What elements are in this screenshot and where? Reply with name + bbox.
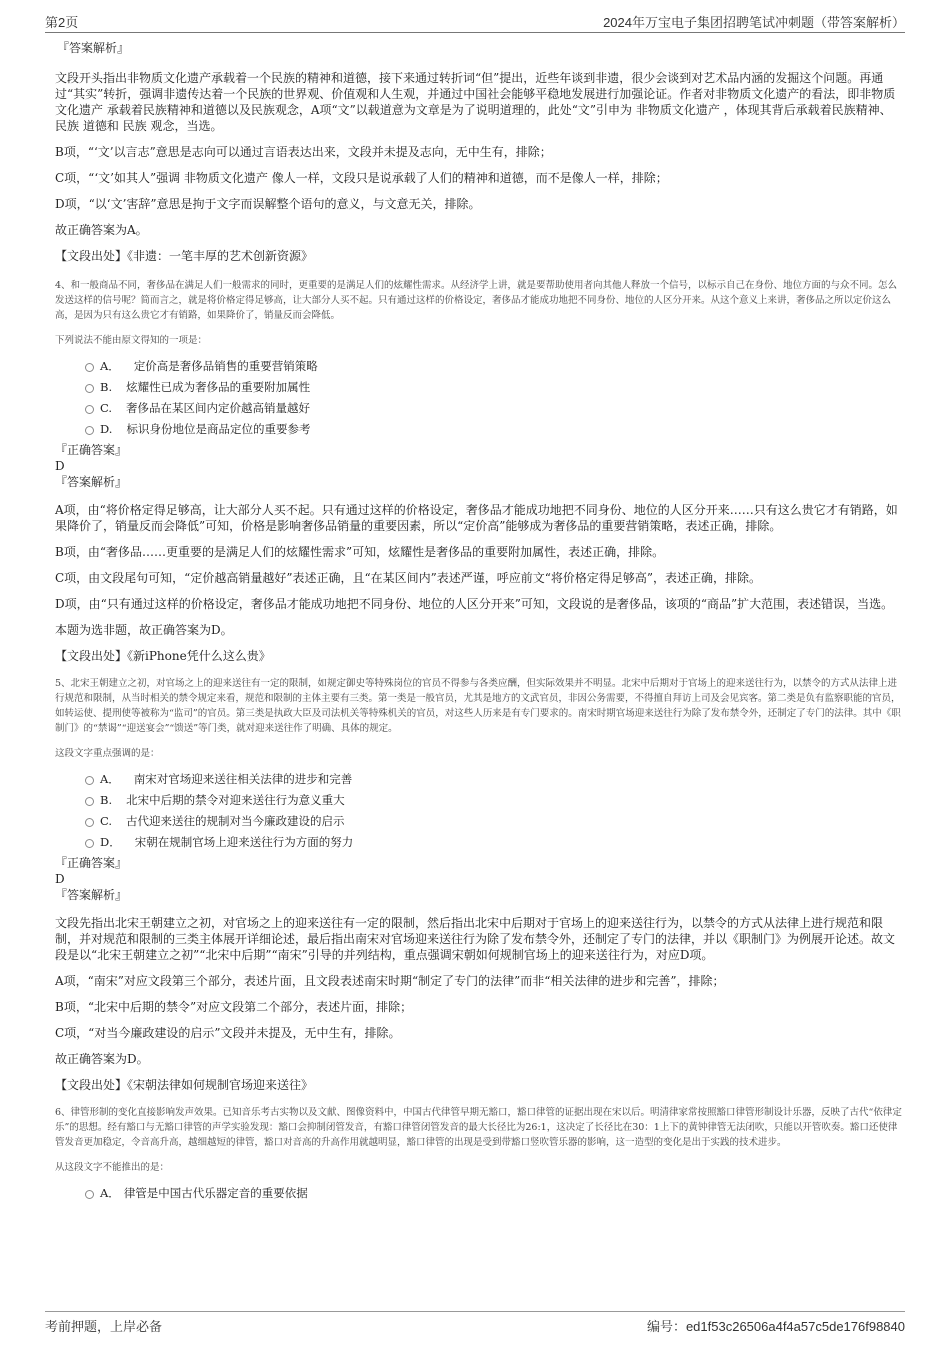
q4-prompt: 下列说法不能由原文得知的一项是： — [55, 335, 208, 346]
analysis-tag: 『答案解析』 — [55, 475, 128, 489]
q4-option-b[interactable]: B. 炫耀性已成为奢侈品的重要附加属性 — [85, 377, 905, 398]
q3-conclusion: 故正确答案为A。 — [55, 223, 148, 237]
q5-option-c[interactable]: C. 古代迎来送往的规制对当今廉政建设的启示 — [85, 811, 905, 832]
q5-conclusion: 故正确答案为D。 — [55, 1052, 149, 1066]
q5-source: 【文段出处】《宋朝法律如何规制官场迎来送往》 — [55, 1078, 314, 1092]
q5-analysis-c: C项，“对当今廉政建设的启示”文段并未提及，无中生有，排除。 — [55, 1026, 401, 1040]
q5-answer: D — [55, 872, 65, 886]
radio-icon[interactable] — [85, 797, 94, 806]
document-id: 编号：ed1f53c26506a4f4a57c5de176f98840 — [646, 1319, 905, 1334]
q3-analysis-b: B项，“‘文’以言志”意思是志向可以通过言语表达出来，文段并未提及志向，无中生有，排除； — [55, 145, 552, 159]
radio-icon[interactable] — [85, 363, 94, 372]
q3-analysis-c: C项，“‘文’如其人”强调 非物质文化遗产 像人一样，文段只是说承载了人们的精神和道德，而不是像人一样，排除； — [55, 171, 668, 185]
analysis-tag: 『答案解析』 — [57, 41, 130, 55]
page-header — [45, 10, 905, 33]
q4-analysis-a: A项，由“将价格定得足够高，让大部分人买不起。只有通过这样的价格设定，奢侈品才能成功地把不同身份、地位的人区分开来……只有这么贵它才有销路，如果降价了，销量反而会降低”可知，价格是影响奢侈品销量的重要因素，所以“定价高”能够成为奢侈品的重要营销策略，表述正确，排除。 — [55, 503, 898, 533]
q4-source: 【文段出处】《新iPhone凭什么这么贵》 — [55, 649, 271, 663]
q4-answer: D — [55, 459, 65, 473]
q3-analysis-d: D项，“以‘文’害辞”意思是拘于文字而误解整个语句的意义，与文意无关，排除。 — [55, 197, 481, 211]
radio-icon[interactable] — [85, 426, 94, 435]
radio-icon[interactable] — [85, 839, 94, 848]
q4-conclusion: 本题为选非题，故正确答案为D。 — [55, 623, 233, 637]
q5-analysis: 文段先指出北宋王朝建立之初，对官场之上的迎来送往有一定的限制，然后指出北宋中后期对于官场上的迎来送往行为，以禁令的方式从法律上进行规范和限制，并对规范和限制的三类主体展开详细论述，最后指出南宋对官场迎来送往行为除了发布禁令外，还制定了专门的法律，并以《职制门》为例展开论述。故文段是以“北宋王朝建立之初”“北宋中后期”“南宋”引导的并列结构，重点强调宋朝如何规制官场上的迎来送往行为，对应D项。 — [55, 916, 896, 962]
q5-option-d[interactable]: D． 宋朝在规制官场上迎来送往行为方面的努力 — [85, 832, 905, 853]
correct-tag: 『正确答案』 — [55, 856, 128, 870]
page-content — [55, 40, 905, 1204]
q5-option-b[interactable]: B. 北宋中后期的禁令对迎来送往行为意义重大 — [85, 790, 905, 811]
q4-options — [85, 356, 905, 440]
q5-analysis-b: B项，“北宋中后期的禁令”对应文段第二个部分，表述片面，排除； — [55, 1000, 413, 1014]
q4-option-c[interactable]: C. 奢侈品在某区间内定价越高销量越好 — [85, 398, 905, 419]
q5-prompt: 这段文字重点强调的是： — [55, 748, 160, 759]
q5-analysis-a: A项，“南宋”对应文段第三个部分，表述片面，且文段表述南宋时期“制定了专门的法律”而非“相关法律的进步和完善”，排除； — [55, 974, 725, 988]
q4-analysis-c: C项，由文段尾句可知，“定价越高销量越好”表述正确，且“在某区间内”表述严谨，呼应前文“将价格定得足够高”，表述正确，排除。 — [55, 571, 761, 585]
footer-slogan: 考前押题，上岸必备 — [45, 1319, 163, 1334]
radio-icon[interactable] — [85, 818, 94, 827]
page-number: 第2页 — [45, 15, 79, 30]
radio-icon[interactable] — [85, 1190, 94, 1199]
document-title: 2024年万宝电子集团招聘笔试冲刺题（带答案解析） — [603, 15, 905, 30]
q6-prompt: 从这段文字不能推出的是： — [55, 1162, 170, 1173]
q4-text: 4、和一般商品不同，奢侈品在满足人们一般需求的同时，更重要的是满足人们的炫耀性需求。从经济学上讲，就是要帮助使用者向其他人释放一个信号，以标示自己在身份、地位方面的与众不同。怎么发送这样的信号呢？简而言之，就是将价格定得足够高，让大部分人买不起。只有通过这样的价格设定，奢侈品才能成功地把不同身份、地位的人区分开来。从这个意义上来讲，奢侈品之所以定价这么高，是因为只有这么贵它才有销路，如果降价了，销量反而会降低。 — [55, 280, 898, 321]
q5-options — [85, 769, 905, 853]
analysis-tag: 『答案解析』 — [55, 888, 128, 902]
radio-icon[interactable] — [85, 405, 94, 414]
page-footer — [45, 1311, 905, 1338]
q6-options — [85, 1183, 905, 1204]
q6-text: 6、律管形制的变化直接影响发声效果。已知音乐考古实物以及文献、图像资料中，中国古代律管早期无豁口，豁口律管的证据出现在宋以后。明清律家常按照豁口律管形制设计乐器，反映了古代“依律定乐”的思想。经有豁口与无豁口律管的声学实验发现：豁口会抑制闭管发音，有豁口律管闭管发音的最大长径比为26:1，这决定了长径比在30：1上下的黄钟律管无法闭吹，只能以开管吹奏。豁口还使律管发音更加稳定，令音高升高，越细越短的律管，豁口对音高的升高作用就越明显，豁口律管的出现是受到带豁口竖吹管乐器的影响，这一造型的变化是出于实践的技术进步。 — [55, 1107, 902, 1148]
correct-tag: 『正确答案』 — [55, 443, 128, 457]
q4-analysis-d: D项，由“只有通过这样的价格设定，奢侈品才能成功地把不同身份、地位的人区分开来”可知，文段说的是奢侈品，该项的“商品”扩大范围，表述错误，当选。 — [55, 597, 894, 611]
q4-option-d[interactable]: D. 标识身份地位是商品定位的重要参考 — [85, 419, 905, 440]
radio-icon[interactable] — [85, 776, 94, 785]
q3-source: 【文段出处】《非遗：一笔丰厚的艺术创新资源》 — [55, 249, 314, 263]
q4-option-a[interactable]: A． 定价高是奢侈品销售的重要营销策略 — [85, 356, 905, 377]
q5-text: 5、北宋王朝建立之初，对官场之上的迎来送往有一定的限制，如规定御史等特殊岗位的官员不得参与各类应酬，但实际效果并不明显。北宋中后期对于官场上的迎来送往行为，以禁令的方式从法律上进行规范和限制，从当时相关的禁令规定来看，规范和限制的主体主要有三类。第一类是一般官员，尤其是地方的文武官员，非因公务需要，不得擅自拜访上司及会见宾客。第二类是负有监察职能的官员，如转运使、提刑使等被称为“监司”的官员。第三类是执政大臣及司法机关等特殊机关的官员，对这些人历来是有专门要求的。南宋时期官场迎来送往行为除了发布禁令外，还制定了专门的法律。其中《职制门》的“禁谒”“迎送宴会”“馈送”等门类，就对迎来送往作了明确、具体的规定。 — [55, 678, 901, 734]
q4-analysis-b: B项，由“奢侈品……更重要的是满足人们的炫耀性需求”可知，炫耀性是奢侈品的重要附加属性，表述正确，排除。 — [55, 545, 665, 559]
q6-option-a[interactable]: A． 律管是中国古代乐器定音的重要依据 — [85, 1183, 905, 1204]
q5-option-a[interactable]: A． 南宋对官场迎来送往相关法律的进步和完善 — [85, 769, 905, 790]
radio-icon[interactable] — [85, 384, 94, 393]
q3-analysis: 文段开头指出非物质文化遗产承载着一个民族的精神和道德，接下来通过转折词“但”提出，近些年谈到非遗，很少会谈到对艺术品内涵的发掘这个问题。再通过“其实”转折，强调非遗传达着一个民族的世界观、价值观和人生观，并通过中国社会能够平稳地发展进行加强论证。作者对非物质文化遗产的看法，即非物质文化遗产 承载着民族精神和道德以及民族观念，A项“文”以载道意为文章是为了说明道理的，此处“文”引申为 非物质文化遗产 ，体现其背后承载着民族精神、 民族 道德和 民族 观念，当选。 — [55, 71, 896, 133]
